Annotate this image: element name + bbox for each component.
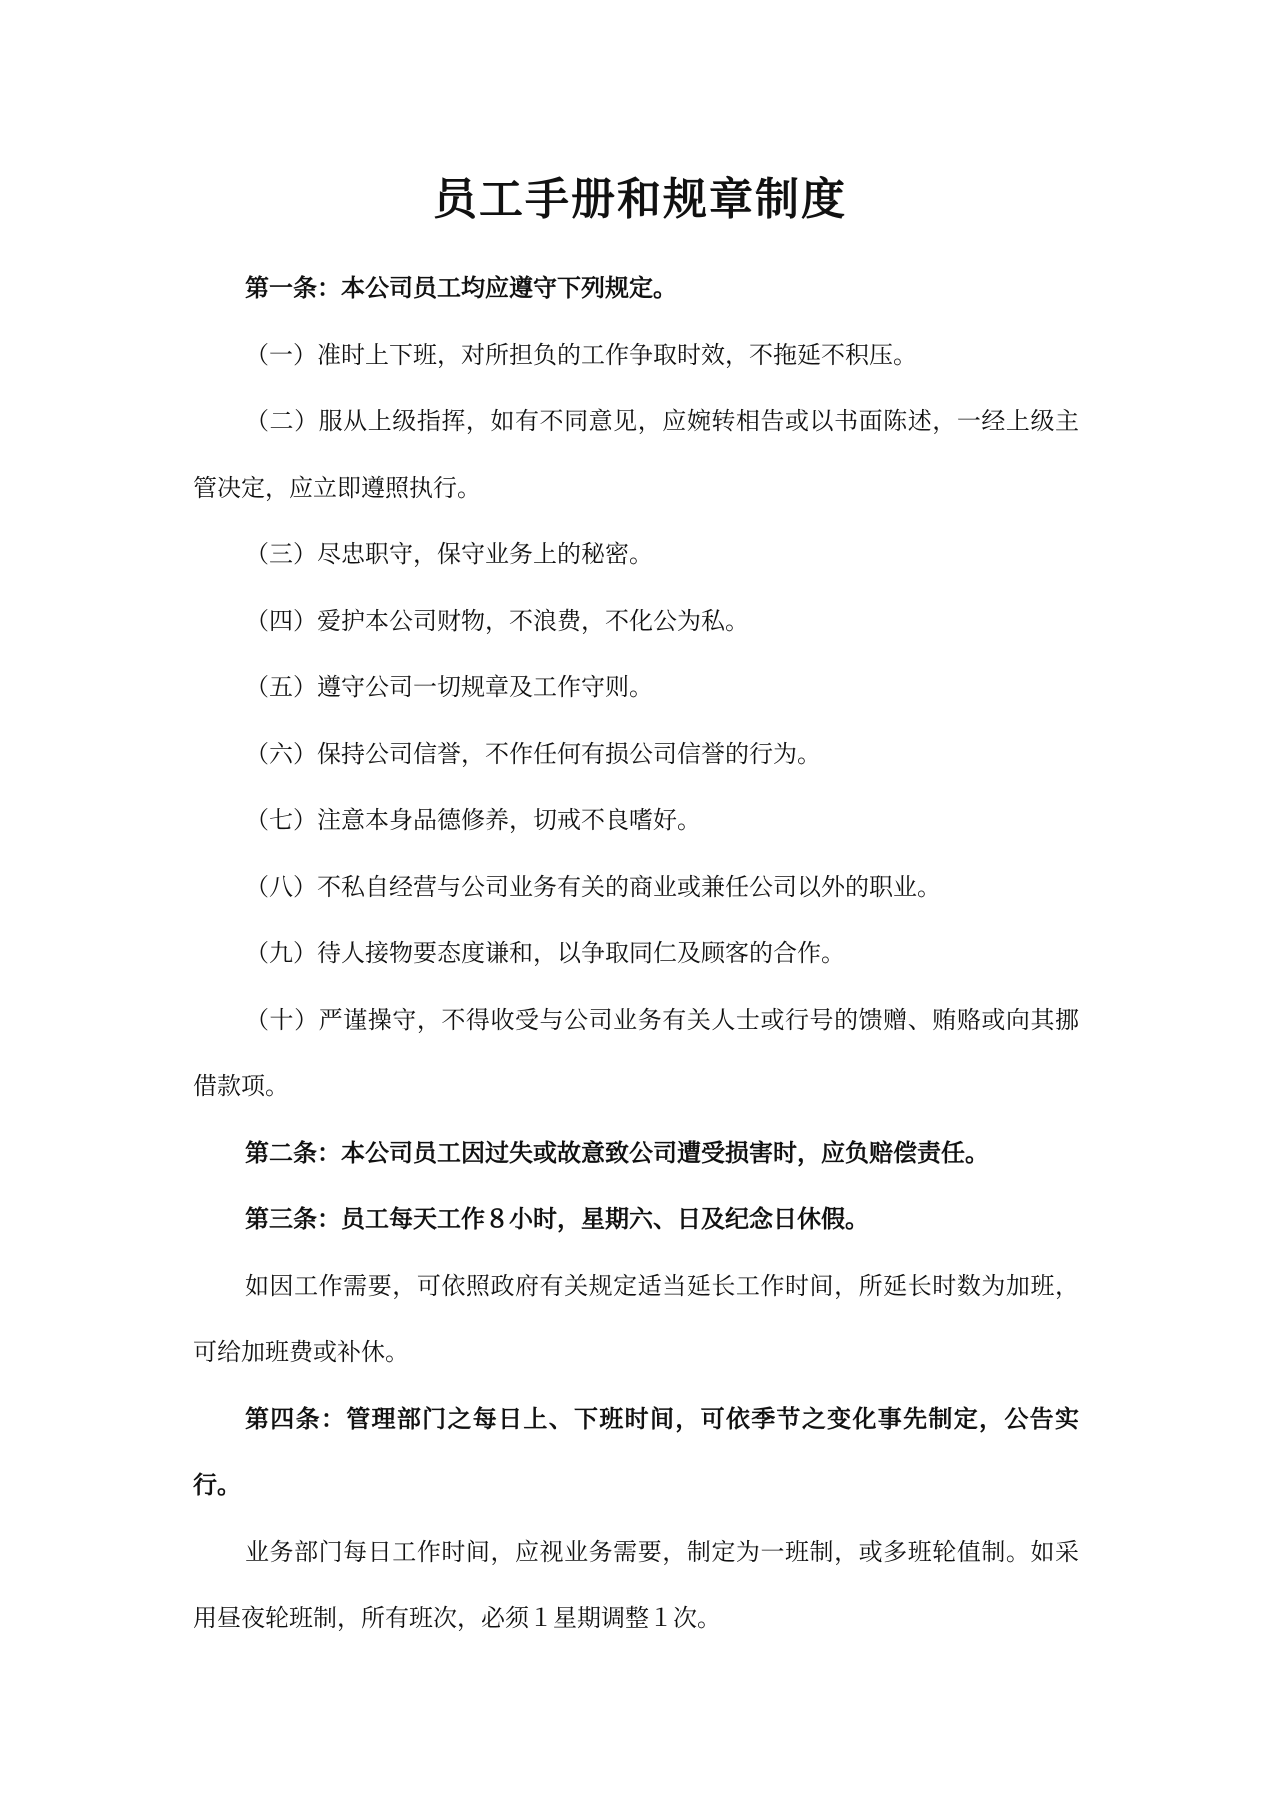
rule-item-10: （十）严谨操守，不得收受与公司业务有关人士或行号的馈赠、贿赂或向其挪借款项。 xyxy=(193,1005,1079,1100)
rule-item-6: （六）保持公司信誉，不作任何有损公司信誉的行为。 xyxy=(245,739,821,768)
article-3-heading: 第三条：员工每天工作８小时，星期六、日及纪念日休假。 xyxy=(245,1204,869,1233)
rule-item-2: （二）服从上级指挥，如有不同意见，应婉转相告或以书面陈述，一经上级主管决定，应立即遵照执行。 xyxy=(193,407,1079,502)
article-3-detail: 如因工作需要，可依照政府有关规定适当延长工作时间，所延长时数为加班，可给加班费或补休。 xyxy=(193,1271,1079,1366)
document-title: 员工手册和规章制度 xyxy=(433,174,847,225)
article-1-heading: 第一条：本公司员工均应遵守下列规定。 xyxy=(245,273,677,302)
rule-item-9: （九）待人接物要态度谦和，以争取同仁及顾客的合作。 xyxy=(245,939,845,967)
rule-item-1: （一）准时上下班，对所担负的工作争取时效，不拖延不积压。 xyxy=(245,340,917,369)
article-4-heading: 第四条：管理部门之每日上、下班时间，可依季节之变化事先制定，公告实行。 xyxy=(193,1403,1079,1499)
rule-item-5: （五）遵守公司一切规章及工作守则。 xyxy=(245,673,653,701)
rule-item-7: （七）注意本身品德修养，切戒不良嗜好。 xyxy=(245,806,701,834)
article-4-detail: 业务部门每日工作时间，应视业务需要，制定为一班制，或多班轮值制。如采用昼夜轮班制，所有班次，必须１星期调整１次。 xyxy=(193,1537,1079,1632)
rule-item-8: （八）不私自经营与公司业务有关的商业或兼任公司以外的职业。 xyxy=(245,872,941,901)
document-body xyxy=(193,255,1079,1652)
article-2-heading: 第二条：本公司员工因过失或故意致公司遭受损害时，应负赔偿责任。 xyxy=(245,1137,989,1167)
rule-item-4: （四）爱护本公司财物，不浪费，不化公为私。 xyxy=(245,606,749,635)
rule-item-3: （三）尽忠职守，保守业务上的秘密。 xyxy=(245,540,653,568)
